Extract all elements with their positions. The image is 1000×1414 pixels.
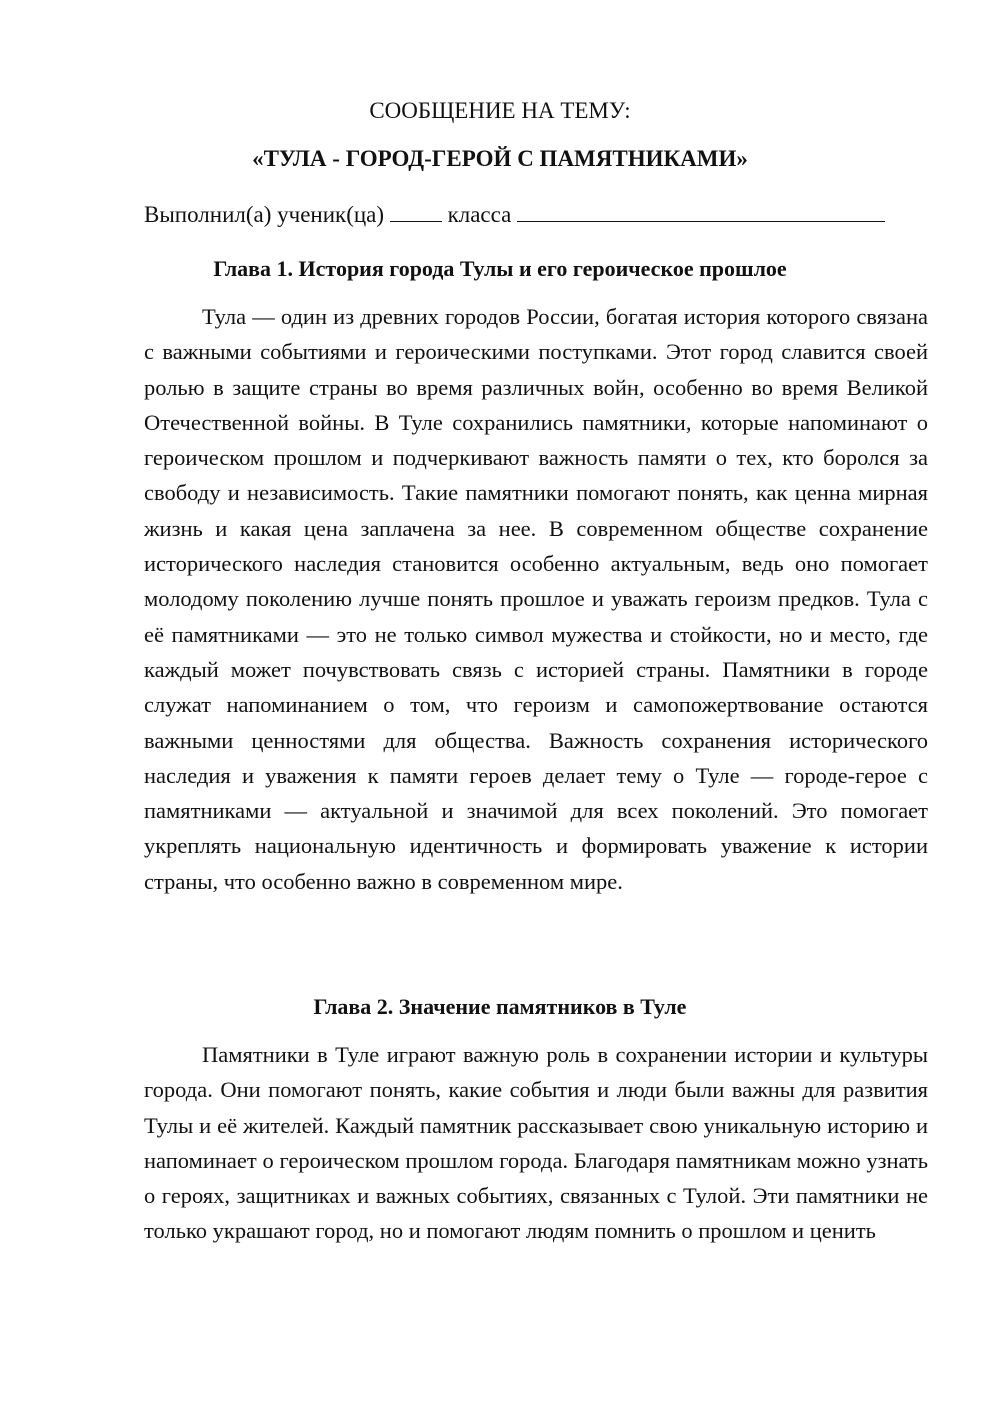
report-title-label: СООБЩЕНИЕ НА ТЕМУ: — [369, 98, 631, 123]
report-title: «ТУЛА - ГОРОД-ГЕРОЙ С ПАМЯТНИКАМИ» — [252, 146, 748, 171]
class-number-blank — [390, 199, 442, 222]
chapter-1-heading: Глава 1. История города Тулы и его героическое прошлое — [213, 256, 787, 281]
student-info-line — [144, 199, 885, 230]
chapter-2-paragraph: Памятники в Туле играют важную роль в сохранении истории и культуры города. Они помогают понять, какие события и люди были важны для развития Тулы и её жителей. Каждый памятник рассказывает свою уникальную историю и напоминает о героическом прошлом города. Благодаря памятникам можно узнать о героях, защитниках и важных событиях, связанных с Тулой. Эти памятники не только украшают город, но и помогают людям помнить о прошлом и ценить — [144, 1042, 928, 1244]
class-name-blank — [517, 199, 885, 222]
chapter-1-paragraph: Тула — один из древних городов России, богатая история которого связана с важными событиями и героическими поступками. Этот город славится своей ролью в защите страны во время различных войн, особенно во время Великой Отечественной войны. В Туле сохранились памятники, которые напоминают о героическом прошлом и подчеркивают важность памяти о тех, кто боролся за свободу и независимость. Такие памятники помогают понять, как ценна мирная жизнь и какая цена заплачена за нее. В современном обществе сохранение исторического наследия становится особенно актуальным, ведь оно помогает молодому поколению лучше понять прошлое и уважать героизм предков. Тула с её памятниками — это не только символ мужества и стойкости, но и место, где каждый может почувствовать связь с историей страны. Памятники в городе служат напоминанием о том, что героизм и самопожертвование остаются важными ценностями для общества. Важность сохранения исторического наследия и уважения к памяти героев делает тему о Туле — городе-герое с памятниками — актуальной и значимой для всех поколений. Это помогает укреплять национальную идентичность и формировать уважение к истории страны, что особенно важно в современном мире. — [144, 304, 928, 894]
student-label: Выполнил(а) ученик(ца) — [144, 202, 385, 227]
class-label: класса — [447, 202, 512, 227]
chapter-2-heading: Глава 2. Значение памятников в Туле — [313, 994, 687, 1019]
